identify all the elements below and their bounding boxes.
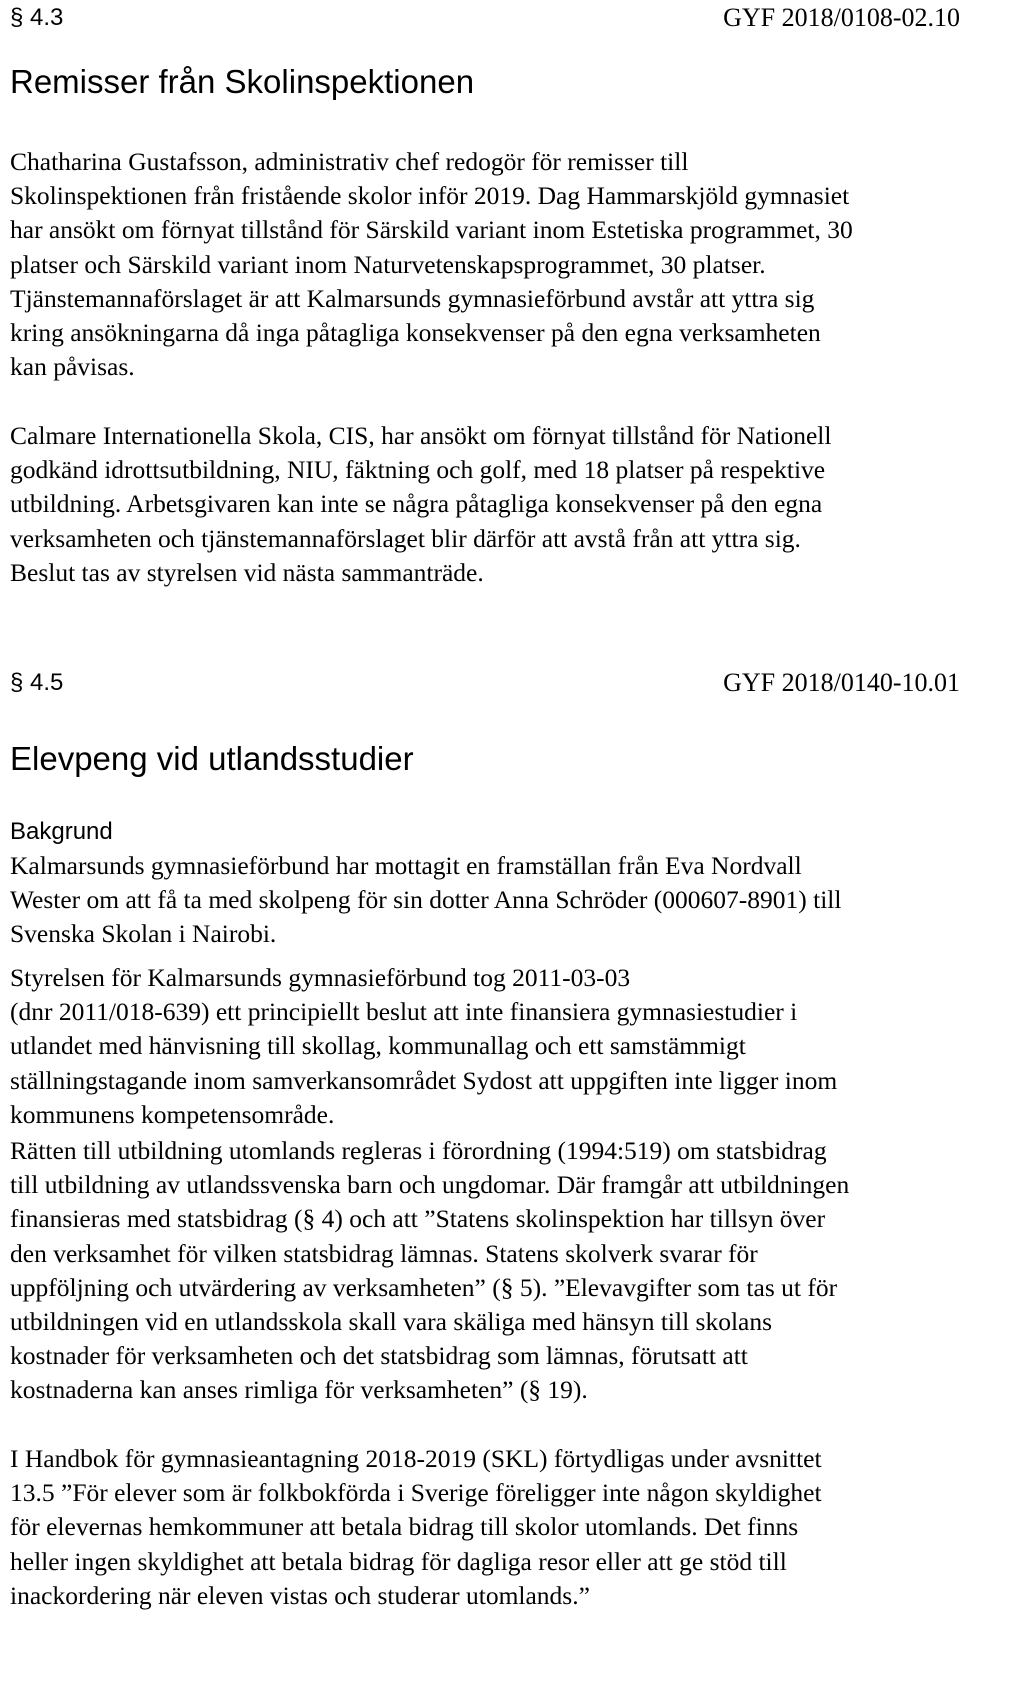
section-title: Remisser från Skolinspektionen: [10, 63, 475, 100]
case-reference: GYF 2018/0108-02.10: [723, 3, 960, 32]
paragraph: Chatharina Gustafsson, administrativ chef redogör för remisser till Skolinspektionen från fristående skolor inför 2019. Dag Hammarskjöld gymnasiet har ansökt om förnyat tillstånd för Särskild variant inom Estetiska programmet, 30 platser och Särskild variant inom Naturvetenskapsprogrammet, 30 platser. Tjänstemannaförslaget är att Kalmarsunds gymnasieförbund avstår att yttra sig kring ansökningarna då inga påtagliga konsekvenser på den egna verksamheten kan påvisas.: [10, 147, 853, 382]
section-number: § 4.3: [10, 4, 64, 31]
paragraph: Rätten till utbildning utomlands regleras i förordning (1994:519) om statsbidrag till utbildning av utlandssvenska barn och ungdomar. Där framgår att utbildningen finansieras med statsbidrag (§ 4) och att ”Statens skolinspektion har tillsyn över den verksamhet för vilken statsbidrag lämnas. Statens skolverk svarar för uppföljning och utvärdering av verksamheten” (§ 5). ”Elevavgifter som tas ut för utbildningen vid en utlandsskola skall vara skäliga med hänsyn till skolans kostnader för verksamheten och det statsbidrag som lämnas, förutsatt att kostnaderna kan anses rimliga för verksamheten” (§ 19).: [10, 1136, 850, 1405]
subheading: Bakgrund: [10, 818, 113, 845]
section-number: § 4.5: [10, 669, 64, 696]
section-header-4-5: [10, 665, 960, 701]
paragraph: Calmare Internationella Skola, CIS, har ansökt om förnyat tillstånd för Nationell godkänd idrottsutbildning, NIU, fäktning och golf, med 18 platser på respektive utbildning. Arbetsgivaren kan inte se några påtagliga konsekvenser på den egna verksamheten och tjänstemannaförslaget blir därför att avstå från att yttra sig. Beslut tas av styrelsen vid nästa sammanträde.: [10, 421, 832, 587]
section-header-4-3: [10, 0, 960, 36]
paragraph: I Handbok för gymnasieantagning 2018-2019 (SKL) förtydligas under avsnittet 13.5 ”För elever som är folkbokförda i Sverige föreligger inte någon skyldighet för elevernas hemkommuner att betala bidrag till skolor utomlands. Det finns heller ingen skyldighet att betala bidrag för dagliga resor eller att ge stöd till inackordering när eleven vistas och studerar utomlands.”: [10, 1444, 822, 1610]
section-title: Elevpeng vid utlandsstudier: [10, 740, 414, 777]
case-reference: GYF 2018/0140-10.01: [723, 668, 960, 697]
paragraph: Styrelsen för Kalmarsunds gymnasieförbund tog 2011-03-03 (dnr 2011/018-639) ett principiellt beslut att inte finansiera gymnasiestudier i utlandet med hänvisning till skollag, kommunallag och ett samstämmigt ställningstagande inom samverkansområdet Sydost att uppgiften inte ligger inom kommunens kompetensområde.: [10, 963, 838, 1129]
paragraph: Kalmarsunds gymnasieförbund har mottagit en framställan från Eva Nordvall Wester om att få ta med skolpeng för sin dotter Anna Schröder (000607-8901) till Svenska Skolan i Nairobi.: [10, 851, 842, 949]
